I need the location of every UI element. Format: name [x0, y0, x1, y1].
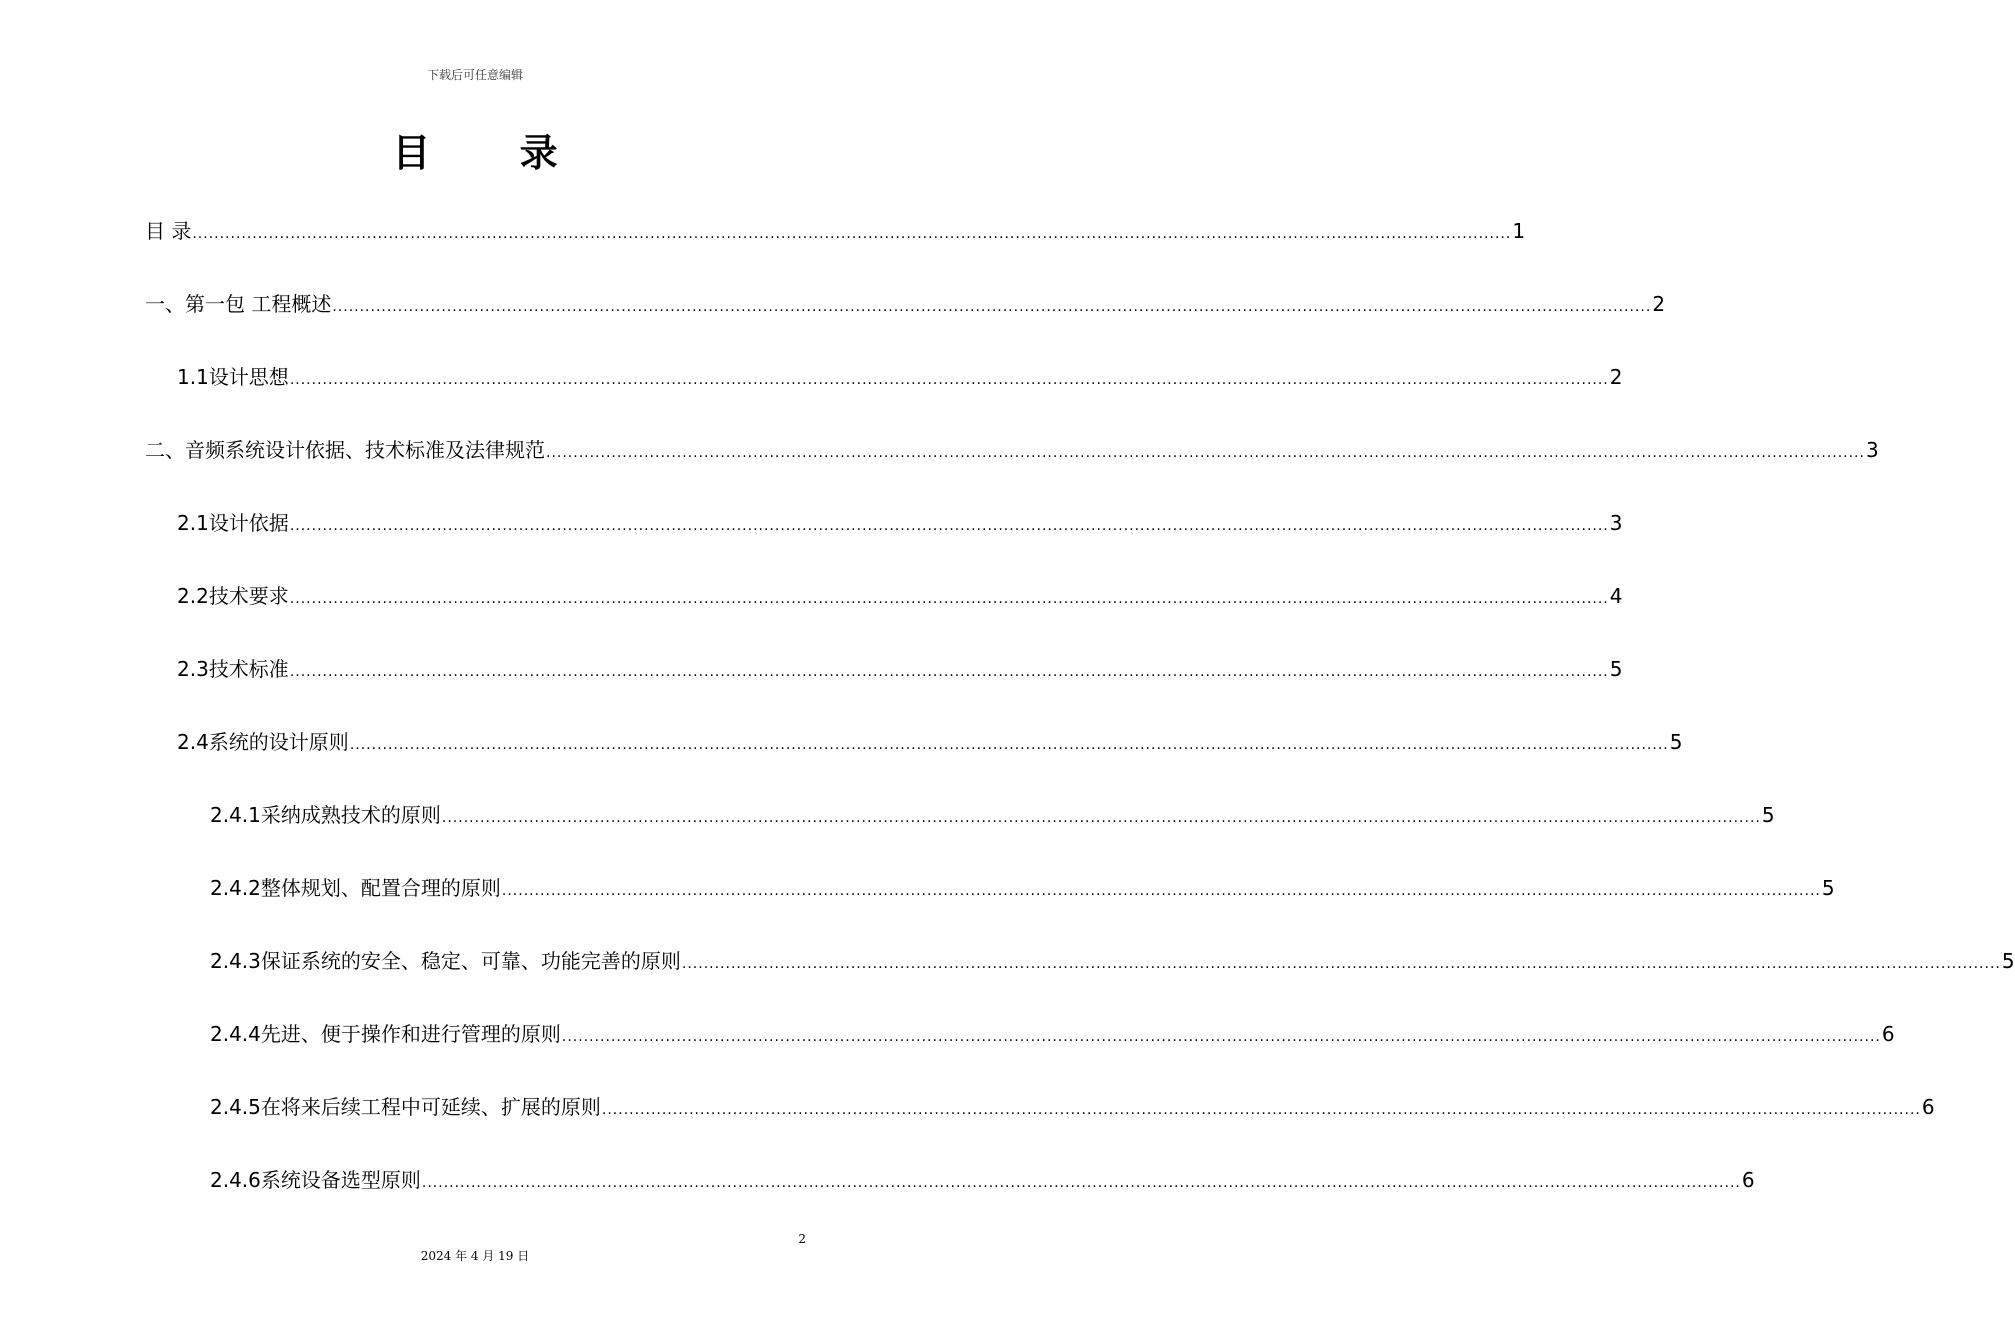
toc-entry[interactable]	[145, 797, 1775, 870]
toc-leader-dots	[290, 362, 1609, 398]
footer-date: 2024 年 4 月 19 日	[420, 1249, 530, 1263]
toc-entry-label: 目 录	[145, 219, 192, 243]
page-number: 2	[798, 1232, 806, 1246]
toc-entry-number: 2.4.6	[210, 1168, 261, 1192]
toc-entry-page: 5	[1609, 657, 1623, 681]
toc-leader-dots	[422, 1165, 1741, 1201]
toc-entry-page: 4	[1609, 584, 1623, 608]
toc-entry-label: 在将来后续工程中可延续、扩展的原则	[260, 1095, 601, 1119]
toc-entry-label: 系统的设计原则	[208, 730, 349, 754]
toc-entry-label: 设计思想	[208, 365, 289, 389]
toc-leader-dots	[290, 508, 1609, 544]
toc-entry-page: 5	[2001, 949, 2015, 973]
toc-entry-label: 采纳成熟技术的原则	[260, 803, 441, 827]
toc-entry-label: 第一包 工程概述	[185, 292, 332, 316]
toc-entry[interactable]	[145, 943, 2015, 1016]
toc-entry-page: 5	[1761, 803, 1775, 827]
toc-entry-label: 保证系统的安全、稳定、可靠、功能完善的原则	[260, 949, 681, 973]
toc-leader-dots	[192, 216, 1511, 252]
toc-entry-page: 6	[1741, 1168, 1755, 1192]
toc-leader-dots	[442, 800, 1761, 836]
toc-leader-dots	[350, 727, 1669, 763]
toc-entry-number: 2.4.5	[210, 1095, 261, 1119]
toc-entry[interactable]	[145, 1089, 1935, 1162]
toc-entry-label: 技术要求	[208, 584, 289, 608]
toc-entry-number: 2.1	[177, 511, 209, 535]
toc-leader-dots	[290, 654, 1609, 690]
toc-entry[interactable]	[145, 578, 1623, 651]
toc-entry[interactable]	[145, 651, 1623, 724]
toc-entry[interactable]	[145, 286, 1666, 359]
toc-entry-label: 技术标准	[208, 657, 289, 681]
toc-leader-dots	[562, 1019, 1881, 1055]
toc-entry[interactable]	[145, 724, 1683, 797]
toc-entry[interactable]	[145, 213, 1526, 286]
toc-entry[interactable]	[145, 505, 1623, 578]
toc-leader-dots	[502, 873, 1821, 909]
toc-entry-label: 整体规划、配置合理的原则	[260, 876, 501, 900]
toc-entry-page: 3	[1609, 511, 1623, 535]
toc-entry-page: 6	[1921, 1095, 1935, 1119]
toc-entry-page: 6	[1881, 1022, 1895, 1046]
toc-leader-dots	[546, 435, 1865, 471]
toc-entry-number: 二、	[145, 438, 185, 462]
toc-entry-number: 2.4	[177, 730, 209, 754]
toc-entry-number: 2.4.3	[210, 949, 261, 973]
toc-entry-page: 1	[1512, 219, 1526, 243]
toc-leader-dots	[602, 1092, 1921, 1128]
toc-entry-page: 2	[1609, 365, 1623, 389]
toc-entry-page: 2	[1652, 292, 1666, 316]
toc-entry-number: 一、	[145, 292, 185, 316]
table-of-contents	[145, 213, 2015, 1235]
toc-entry-label: 系统设备选型原则	[260, 1168, 421, 1192]
toc-entry-number: 2.4.4	[210, 1022, 261, 1046]
toc-entry-page: 3	[1865, 438, 1879, 462]
toc-leader-dots	[290, 581, 1609, 617]
toc-entry[interactable]	[145, 432, 1879, 505]
toc-leader-dots	[332, 289, 1651, 325]
toc-entry[interactable]	[145, 1162, 1755, 1235]
toc-entry-number: 2.4.2	[210, 876, 261, 900]
toc-entry[interactable]	[145, 1016, 1895, 1089]
toc-entry-number: 2.4.1	[210, 803, 261, 827]
toc-leader-dots	[682, 946, 2001, 982]
toc-entry[interactable]	[145, 359, 1623, 432]
toc-entry-number: 2.2	[177, 584, 209, 608]
toc-entry-page: 5	[1669, 730, 1683, 754]
toc-entry-page: 5	[1821, 876, 1835, 900]
toc-entry-label: 设计依据	[208, 511, 289, 535]
toc-entry[interactable]	[145, 870, 1835, 943]
toc-entry-number: 2.3	[177, 657, 209, 681]
toc-entry-label: 音频系统设计依据、技术标准及法律规范	[185, 438, 545, 462]
toc-entry-label: 先进、便于操作和进行管理的原则	[260, 1022, 561, 1046]
toc-entry-number: 1.1	[177, 365, 209, 389]
header-note: 下载后可任意编辑	[426, 68, 523, 82]
page-title: 目 录	[392, 131, 596, 175]
